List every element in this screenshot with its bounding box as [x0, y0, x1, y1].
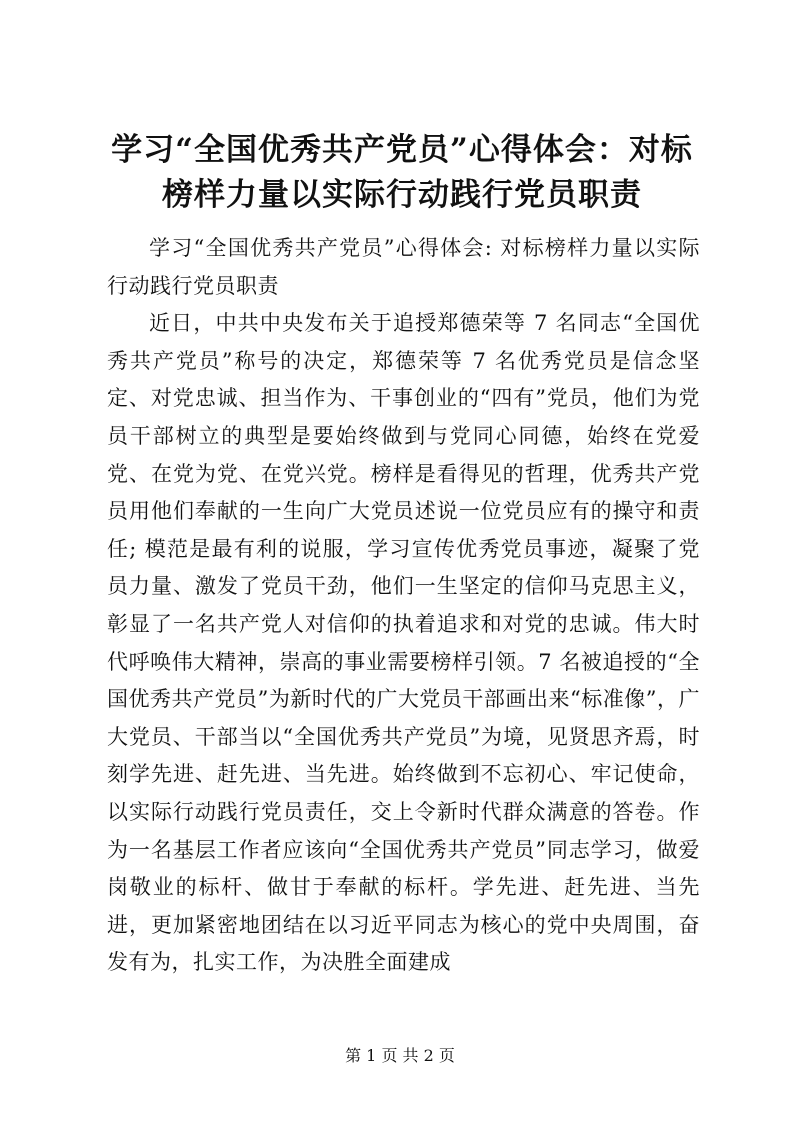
document-body	[107, 230, 700, 982]
document-subtitle-paragraph: 学习“全国优秀共产党员”心得体会: 对标榜样力量以实际行动践行党员职责	[107, 236, 700, 298]
document-title: 学习“全国优秀共产党员”心得体会：对标榜样力量以实际行动践行党员职责	[111, 132, 693, 213]
document-paragraph: 近日，中共中央发布关于追授郑德荣等 7 名同志“全国优秀共产党员”称号的决定，郑德荣等 7 名优秀党员是信念坚定、对党忠诚、担当作为、干事创业的“四有”党员，他们为党员干部树立的典型是要始终做到与党同心同德，始终在党爱党、在党为党、在党兴党。榜样是看得见的哲理，优秀共产党员用他们奉献的一生向广大党员述说一位党员应有的操守和责任; 模范是最有利的说服，学习宣传优秀党员事迹，凝聚了党员力量、激发了党员干劲，他们一生坚定的信仰马克思主义，彰显了一名共产党人对信仰的执着追求和对党的忠诚。伟大时代呼唤伟大精神，崇高的事业需要榜样引领。7 名被追授的“全国优秀共产党员”为新时代的广大党员干部画出来“标准像”，广大党员、干部当以“全国优秀共产党员”为境，见贤思齐焉，时刻学先进、赶先进、当先进。始终做到不忘初心、牢记使命，以实际行动践行党员责任，交上令新时代群众满意的答卷。作为一名基层工作者应该向“全国优秀共产党员”同志学习，做爱岗敬业的标杆、做甘于奉献的标杆。学先进、赶先进、当先进，更加紧密地团结在以习近平同志为核心的党中央周围，奋发有为，扎实工作，为决胜全面建成	[107, 311, 700, 975]
page-footer: 第 1 页 共 2 页	[345, 1046, 455, 1065]
